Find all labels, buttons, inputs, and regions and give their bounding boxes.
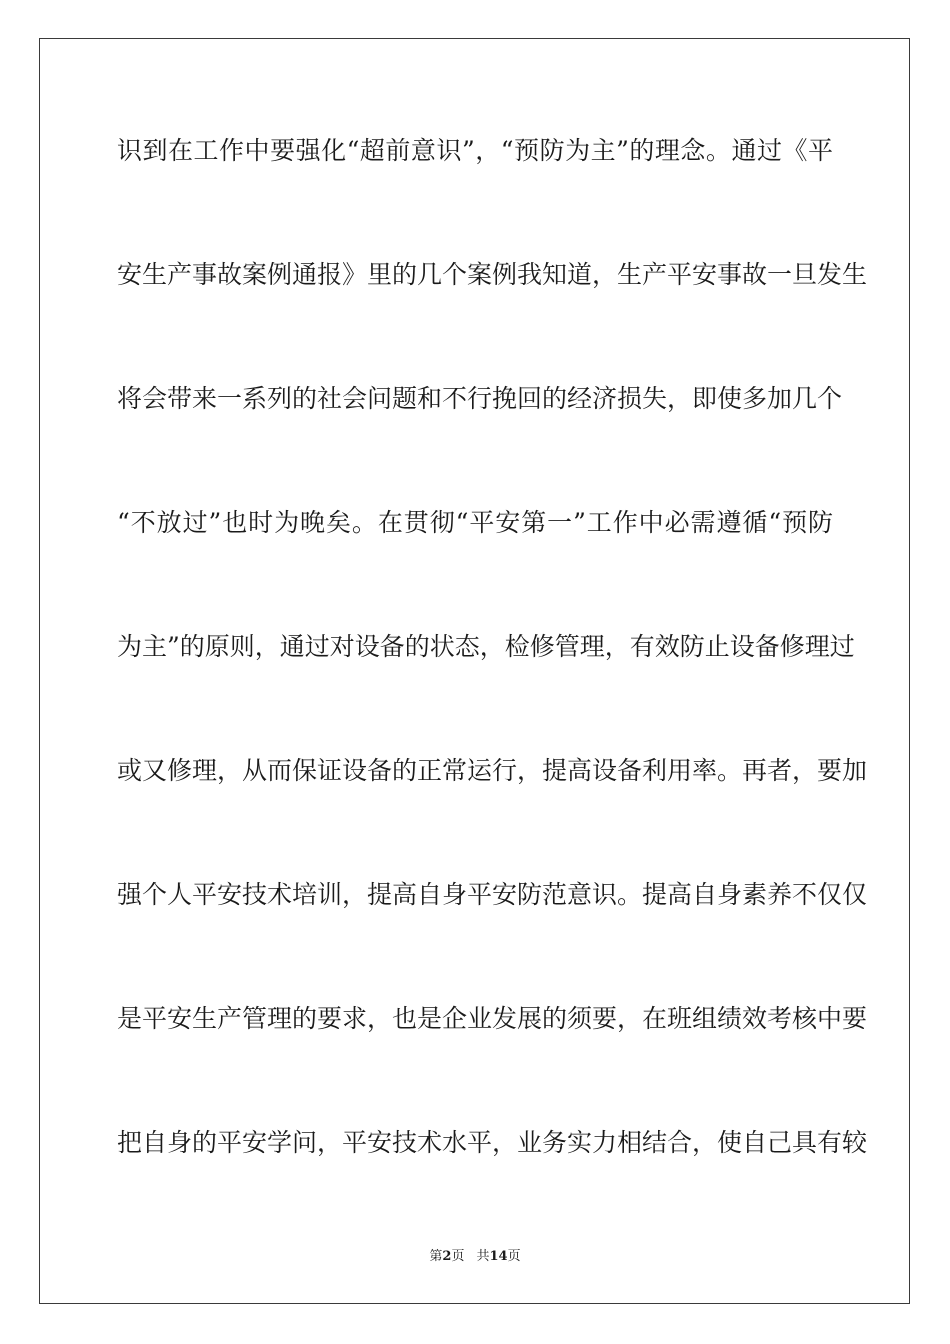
page-prefix: 第 bbox=[429, 1249, 443, 1264]
text-line: 强个人平安技术培训，提高自身平安防范意识。提高自身素养不仅仅 bbox=[117, 880, 868, 909]
page-suffix: 页 bbox=[451, 1249, 465, 1264]
page-footer bbox=[0, 1248, 950, 1266]
text-line: 是平安生产管理的要求，也是企业发展的须要，在班组绩效考核中要 bbox=[117, 1004, 868, 1033]
page-number: 2 bbox=[442, 1249, 452, 1264]
total-prefix: 共 bbox=[476, 1249, 490, 1264]
text-line: 安生产事故案例通报》里的几个案例我知道，生产平安事故一旦发生 bbox=[117, 260, 868, 289]
text-line: “不放过”也时为晚矣。在贯彻“平安第一”工作中必需遵循“预防 bbox=[117, 508, 833, 537]
text-line: 或又修理，从而保证设备的正常运行，提高设备利用率。再者，要加 bbox=[117, 756, 868, 785]
text-line: 为主”的原则，通过对设备的状态，检修管理，有效防止设备修理过 bbox=[117, 632, 855, 661]
text-line: 将会带来一系列的社会问题和不行挽回的经济损失，即使多加几个 bbox=[117, 384, 843, 413]
text-line: 把自身的平安学问，平安技术水平，业务实力相结合，使自己具有较 bbox=[117, 1128, 868, 1157]
total-pages: 14 bbox=[489, 1249, 508, 1264]
text-line: 识到在工作中要强化“超前意识”，“预防为主”的理念。通过《平 bbox=[117, 136, 833, 165]
total-suffix: 页 bbox=[507, 1249, 521, 1264]
page-border bbox=[39, 38, 910, 1304]
